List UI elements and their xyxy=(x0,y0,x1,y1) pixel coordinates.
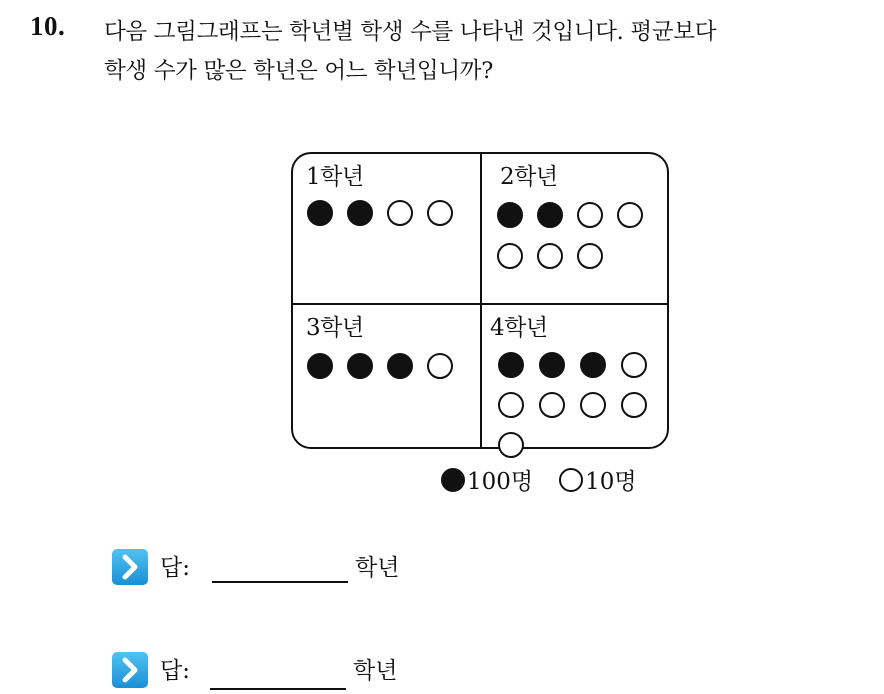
grade-label: 2학년 xyxy=(500,164,558,190)
small-dot-icon xyxy=(537,243,563,269)
answer-blank[interactable] xyxy=(210,688,346,690)
small-dot-icon xyxy=(580,392,606,418)
big-dot-icon xyxy=(347,200,373,226)
small-dot-icon xyxy=(621,352,647,378)
big-dot-icon xyxy=(497,202,523,228)
small-dot-icon xyxy=(387,200,413,226)
question-text-line-2: 학생 수가 많은 학년은 어느 학년입니까? xyxy=(104,58,493,84)
grade-dots xyxy=(498,352,668,458)
big-dot-legend-icon xyxy=(441,468,465,492)
big-dot-icon xyxy=(539,352,565,378)
picture-graph xyxy=(291,152,669,449)
chevron-right-icon xyxy=(112,549,148,585)
big-dot-icon xyxy=(307,200,333,226)
question-number: 10. xyxy=(30,11,66,41)
grade-dots xyxy=(307,353,477,379)
small-dot-icon xyxy=(577,202,603,228)
small-dot-icon xyxy=(427,200,453,226)
small-dot-icon xyxy=(498,392,524,418)
small-dot-icon xyxy=(427,353,453,379)
small-dot-icon xyxy=(577,243,603,269)
small-dot-icon xyxy=(539,392,565,418)
legend-big-label: 100명 xyxy=(467,469,534,495)
small-dot-legend-icon xyxy=(559,468,583,492)
grade-dots xyxy=(497,202,667,269)
small-dot-icon xyxy=(621,392,647,418)
big-dot-icon xyxy=(498,352,524,378)
legend-small-label: 10명 xyxy=(585,469,637,495)
big-dot-icon xyxy=(387,353,413,379)
answer-blank[interactable] xyxy=(212,581,348,583)
graph-legend xyxy=(441,463,637,496)
small-dot-icon xyxy=(498,432,524,458)
grade-dots xyxy=(307,200,477,226)
answer-label: 답: xyxy=(160,555,190,581)
answer-label: 답: xyxy=(160,658,190,684)
grade-label: 1학년 xyxy=(306,164,364,190)
big-dot-icon xyxy=(307,353,333,379)
small-dot-icon xyxy=(497,243,523,269)
chevron-right-icon xyxy=(112,652,148,688)
question-text-line-1: 다음 그림그래프는 학년별 학생 수를 나타낸 것입니다. 평균보다 xyxy=(104,19,717,45)
answer-unit: 학년 xyxy=(355,555,400,581)
grade-label: 4학년 xyxy=(490,315,548,341)
big-dot-icon xyxy=(537,202,563,228)
graph-divider-horizontal xyxy=(293,303,667,305)
big-dot-icon xyxy=(347,353,373,379)
graph-divider-vertical xyxy=(480,154,482,447)
grade-label: 3학년 xyxy=(306,315,364,341)
answer-unit: 학년 xyxy=(353,658,398,684)
big-dot-icon xyxy=(580,352,606,378)
small-dot-icon xyxy=(617,202,643,228)
